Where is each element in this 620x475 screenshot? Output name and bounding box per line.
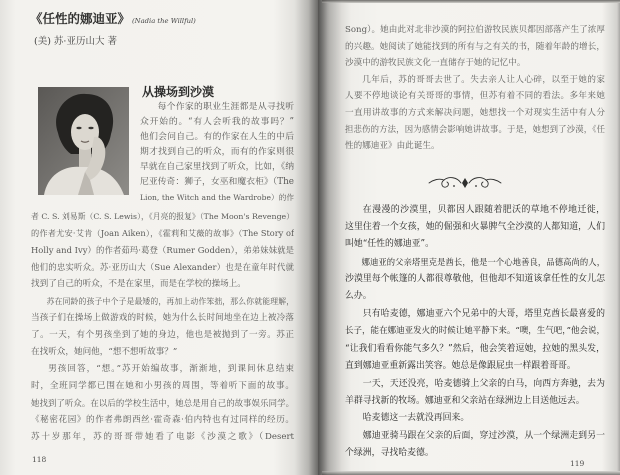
body-text-line: 了。一天，有个男孩坐到了她的身边，他也是被抛到了一旁。苏正 xyxy=(31,330,294,340)
story-text-line: 直到娜迪亚重新露出笑容。她总是像跟屁虫一样跟着哥哥。 xyxy=(345,361,576,371)
body-text-line: 苏十岁那年，苏的哥哥带她看了电影《沙漠之歌》（Desert xyxy=(31,432,294,442)
story-text-line: 娜迪亚骑马跟在父亲的后面，穿过沙漠，从一个绿洲走到另一 xyxy=(362,431,605,441)
body-text-line: 尼亚传奇：狮子，女巫和魔衣柜》（The xyxy=(140,177,294,187)
body-text-line: 期才找到自己的听众，而有的作家则很 xyxy=(140,147,294,157)
body-text-line: 每个作家的职业生涯都是从寻找听 xyxy=(157,102,294,112)
body-text-line: Lion, the Witch and the Wardrobe）的作 xyxy=(140,193,294,202)
bio-text-line: 担悲伤的方法，因为感情会影响她讲故事。于是，她想到了沙漠，《任 xyxy=(345,124,605,134)
story-text-line: 叫她“任性的娜迪亚”。 xyxy=(345,239,434,249)
book-title-english: (Nadia the Willful) xyxy=(132,17,196,25)
bio-text-line: 人要不停地谈论有关哥哥的事情，但苏有着不同的看法。多年来她 xyxy=(345,91,605,101)
author-photo xyxy=(38,87,129,195)
story-text-line: 长子，能在娜迪亚发火的时候让她平静下来。“噢，生气吧，”他会说， xyxy=(345,326,605,336)
story-text-line: 只有哈麦德，娜迪亚六个兄弟中的大哥，塔里克酋长最喜爱的 xyxy=(362,309,605,319)
body-text-line: 在找听众，她问他，“想不想听故事？” xyxy=(31,347,178,357)
story-text-line: 在漫漫的沙漠里，贝都因人跟随着肥沃的草地不停地迁徙， xyxy=(362,205,605,215)
story-text-line: 这里住着一个女孩，她的倔强和火暴脾气全沙漠的人都知道，人们 xyxy=(345,222,605,232)
page-number-right: 119 xyxy=(570,459,585,468)
page-bottom-edge xyxy=(322,471,620,475)
bio-text-line: 性的娜迪亚》由此诞生。 xyxy=(345,141,440,151)
book-gutter-shadow xyxy=(294,0,342,475)
story-text-line: 一天，天还没亮，哈麦德骑上父亲的白马，向西方奔驰，去为 xyxy=(362,379,605,389)
body-text-line: 她找到了听众。在以后的学校生活中，她总是用自己的故事娱乐同学。 xyxy=(31,398,294,408)
body-text-line: 的作者尤安·艾肯（Joan Aiken），《霍莉和艾薇的故事》（The Story of xyxy=(31,228,294,238)
page-top-edge xyxy=(322,0,620,3)
bio-text-line: 的兴趣。她阅读了她能找到的所有与之有关的书，随着年龄的增长， xyxy=(345,42,605,52)
body-text-line: 当孩子们在操场上做游戏的时候，她为什么长时间地坐在边上被冷落 xyxy=(31,313,294,323)
section-heading: 从操场到沙漠 xyxy=(142,85,215,99)
bio-text-line: 几年后，苏的哥哥去世了。失去亲人让人心碎，以至于她的家 xyxy=(362,75,605,85)
body-text-line: 《秘密花园》的作者弗朗西丝·霍奇森·伯内特也有过同样的经历。 xyxy=(31,415,294,425)
story-text-line: 个绿洲，寻找哈麦德。 xyxy=(345,448,434,458)
body-text-line: 时，全班同学都已围在她和小男孩的周围，等着听下面的故事。 xyxy=(31,381,294,391)
story-text-line: 羊群寻找新的牧场。娜迪亚和父亲站在绿洲边上目送他远去。 xyxy=(345,396,585,406)
body-text-line: 众开始的。“有人会听我的故事吗？” xyxy=(140,117,294,127)
page-number-left: 118 xyxy=(32,455,47,464)
body-text-line: 他们会问自己。有的作家在人生的中后 xyxy=(140,132,294,142)
book-title: 《任性的娜迪亚》 xyxy=(30,11,131,26)
bio-text-line: 沙漠中的游牧民族文化一直储存于她的记忆中。 xyxy=(345,58,526,68)
bio-text-line: 一直用讲故事的方式来解决问题，她想找一个对现实生活中有人分 xyxy=(345,108,605,118)
story-text-line: 娜迪亚的父亲塔里克是酋长，他是一个心地善良，品德高尚的人， xyxy=(361,257,605,267)
book-title-block xyxy=(30,8,196,27)
body-text-line: 男孩回答，“想。”苏开始编故事，渐渐地，到课间休息结束 xyxy=(48,364,294,374)
body-text-line: 苏在同龄的孩子中个子是最矮的，再加上动作笨拙，那么你就能理解， xyxy=(46,297,294,306)
story-text-line: 么办。 xyxy=(345,291,372,301)
story-text-line: 沙漠里每个帐篷的人都很尊敬他，但他却不知道该拿任性的女儿怎 xyxy=(345,274,605,284)
story-text-line: 哈麦德这一去就没再回来。 xyxy=(362,413,470,423)
body-text-line: 早就在自己家里找到了听众，比如，《纳 xyxy=(140,162,294,172)
body-text-line: 者 C. S. 刘易斯（C. S. Lewis），《月亮的报复》（The Moon's Revenge） xyxy=(31,212,294,221)
author-photo-image xyxy=(38,87,129,195)
body-text-line: 他们的忠实听众。苏·亚历山大（Sue Alexander）也是在童年时代就 xyxy=(31,262,294,272)
ornament-divider-icon xyxy=(427,174,503,192)
bio-text-line: Song）。她由此对北非沙漠的阿拉伯游牧民族贝都因部落产生了浓厚 xyxy=(345,25,605,35)
body-text-line: 找到了自己的听众，不是在家里，而是在学校的操场上。 xyxy=(31,279,246,289)
author-byline: (美) 苏·亚历山大 著 xyxy=(34,36,117,47)
story-text-line: “让我们看看你能气多久？”然后，他会笑着逗她，拉她的黑头发， xyxy=(345,344,605,354)
body-text-line: Holly and Ivy）的作者茹玛·葛登（Rumer Godden），弟弟妹妹就是 xyxy=(31,245,294,255)
